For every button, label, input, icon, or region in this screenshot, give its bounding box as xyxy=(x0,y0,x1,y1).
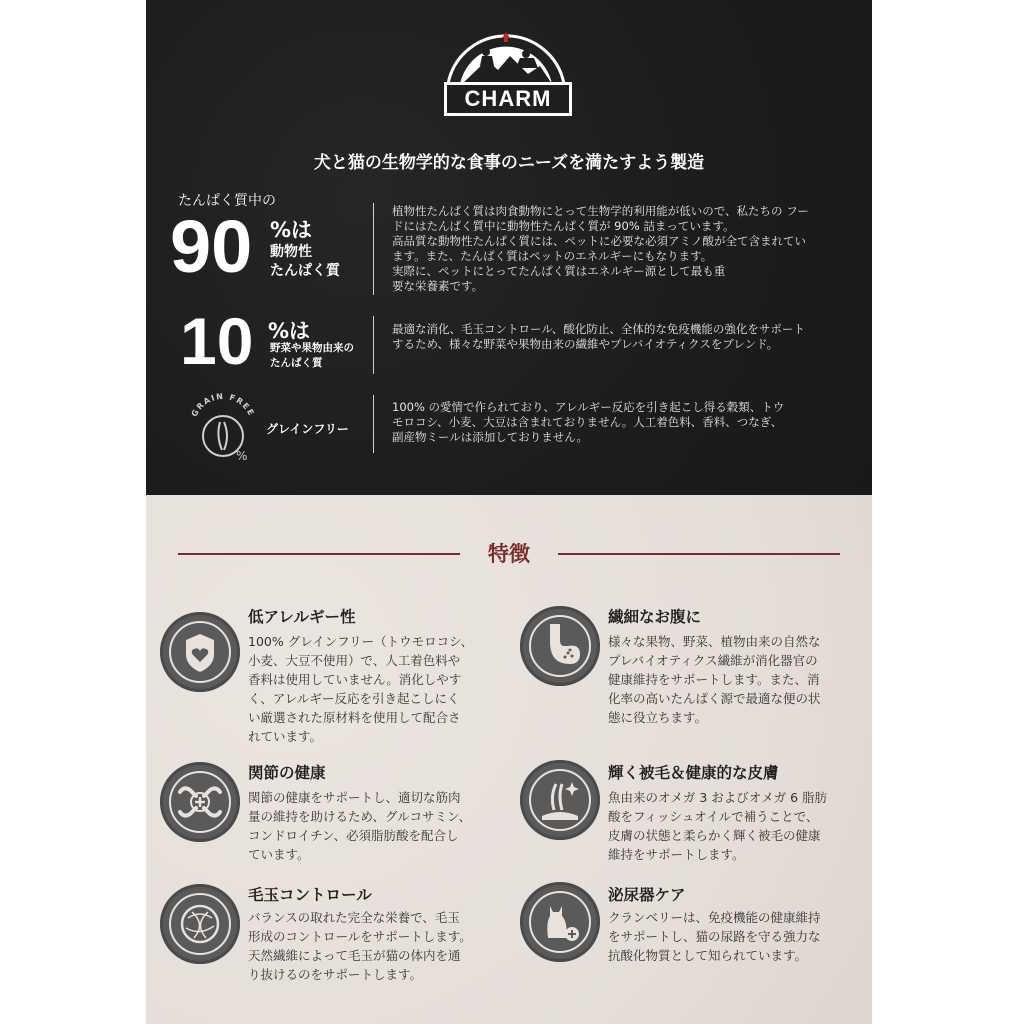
shield-heart-icon xyxy=(160,612,240,692)
desc-line: 実際に、ペットにとってたんぱく質はエネルギー源として最も重 xyxy=(392,264,726,278)
feature-line: 化率の高いたんぱく源で最適な便の状 xyxy=(608,691,821,706)
feature-line: 天然繊維によって毛玉が猫の体内を通 xyxy=(248,948,461,963)
feature-line: 魚由来のオメガ 3 およびオメガ 6 脂肪 xyxy=(608,790,828,805)
grain-free-icon xyxy=(186,388,260,468)
feature-description xyxy=(608,908,858,965)
stat-90-sub-line: たんぱく質 xyxy=(270,263,340,279)
divider xyxy=(373,203,374,295)
feature-line: プレバイオティクス繊維が消化器官の xyxy=(608,653,818,668)
feature-title: 毛玉コントロール xyxy=(248,886,372,904)
shiny-coat-icon xyxy=(520,760,600,840)
svg-text:%: % xyxy=(236,449,248,463)
stat-90-description xyxy=(392,204,862,294)
feature-line: 維持をサポートします。 xyxy=(608,847,745,862)
feature-title: 輝く被毛＆健康的な皮膚 xyxy=(608,764,779,782)
feature-line: をサポートし、猫の尿路を守る強力な xyxy=(608,929,821,944)
desc-line: モロコシ、小麦、大豆は含まれておりません。人工着色料、香料、つなぎ、 xyxy=(392,415,783,429)
feature-description xyxy=(248,788,488,864)
desc-line: ドにはたんぱく質中に動物性たんぱく質が 90% 詰まっています。 xyxy=(392,219,735,233)
logo-arch-icon xyxy=(442,26,572,86)
feature-description xyxy=(248,632,488,746)
feature-title: 泌尿器ケア xyxy=(608,886,686,904)
divider xyxy=(373,395,374,453)
feature-line: い厳選された原材料を使用して配合さ xyxy=(248,710,461,725)
feature-line: 態に役立ちます。 xyxy=(608,710,708,725)
svg-text:GRAIN FREE xyxy=(190,392,257,418)
stat-90-percent: %は xyxy=(270,218,313,242)
desc-line: 要な栄養素です。 xyxy=(392,279,484,293)
desc-line: 100% の愛情で作られており、アレルギー反応を引き起こし得る穀類、トウ xyxy=(392,400,785,414)
headline: 犬と猫の生物学的な食事のニーズを満たすよう製造 xyxy=(313,153,705,173)
feature-title: 繊細なお腹に xyxy=(608,608,702,626)
charm-logo xyxy=(442,26,572,116)
grain-free-description xyxy=(392,400,862,445)
feature-line: 健康維持をサポートします。また、消 xyxy=(608,672,820,687)
feature-line: 100% グレインフリー（トウモロコシ、 xyxy=(248,634,474,649)
stat-10-sub-line: たんぱく質 xyxy=(270,357,323,369)
hairball-icon xyxy=(160,884,240,964)
feature-title: 関節の健康 xyxy=(248,764,326,782)
desc-line: するため、様々な野菜や果物由来の繊維やプレバイオティクスをブレンド。 xyxy=(392,337,779,351)
desc-line: 最適な消化、毛玉コントロール、酸化防止、全体的な免疫機能の強化をサポート xyxy=(392,322,805,336)
feature-line: く、アレルギー反応を引き起こしにく xyxy=(248,691,460,706)
divider xyxy=(373,316,374,374)
stat-90-number: 90 xyxy=(170,205,253,288)
feature-line: 酸をフィッシュオイルで補うことで、 xyxy=(608,809,819,824)
desc-line: 植物性たんぱく質は肉食動物にとって生物学的利用能が低いので、私たちの フー xyxy=(392,204,809,218)
feature-line: れています。 xyxy=(248,729,323,744)
stat-10-sub-line: 野菜や果物由来の xyxy=(270,342,354,354)
feature-description xyxy=(608,632,858,727)
badge-text: GRAIN FREE xyxy=(189,391,257,419)
feature-description xyxy=(248,908,498,984)
grain-free-label: グレインフリー xyxy=(266,422,349,436)
cat-plus-icon xyxy=(520,882,600,962)
features-title: 特徴 xyxy=(488,542,530,566)
feature-line: ています。 xyxy=(248,847,310,862)
feature-line: クランベリーは、免疫機能の健康維持 xyxy=(608,910,821,925)
stat-10-number: 10 xyxy=(180,304,254,378)
feature-line: バランスの取れた完全な栄養で、毛玉 xyxy=(248,910,460,925)
feature-title: 低アレルギー性 xyxy=(248,608,356,626)
desc-line: ます。また、たんぱく質はペットのエネルギーにもなります。 xyxy=(392,249,713,263)
desc-line: 副産物ミールは添加しておりません。 xyxy=(392,430,588,444)
feature-line: 様々な果物、野菜、植物由来の自然な xyxy=(608,634,821,649)
feature-line: 量の維持を助けるため、グルコサミン、 xyxy=(248,809,472,824)
feature-line: 関節の健康をサポートし、適切な筋肉 xyxy=(248,790,461,805)
stat-10-percent: %は xyxy=(268,319,311,343)
page xyxy=(146,0,872,1024)
feature-line: 香料は使用していません。消化しやす xyxy=(248,672,462,687)
stat-90-top-label: たんぱく質中の xyxy=(178,193,276,209)
feature-line: 皮膚の状態と柔らかく輝く被毛の健康 xyxy=(608,828,821,843)
intro-panel xyxy=(146,0,872,495)
desc-line: 高品質な動物性たんぱく質には、ペットに必要な必須アミノ酸が全て含まれてい xyxy=(392,234,806,248)
brand-name: CHARM xyxy=(444,82,572,116)
stomach-icon xyxy=(520,606,600,686)
feature-line: 小麦、大豆不使用）で、人工着色料や xyxy=(248,653,461,668)
feature-line: 抗酸化物質として知られています。 xyxy=(608,948,808,963)
grain-free-badge xyxy=(186,388,260,468)
stat-90-sub-line: 動物性 xyxy=(270,244,312,260)
stat-10-description xyxy=(392,322,862,352)
feature-description xyxy=(608,788,858,864)
feature-line: 形成のコントロールをサポートします。 xyxy=(248,929,472,944)
joint-plus-icon xyxy=(160,762,240,842)
feature-line: り抜けるのをサポートします。 xyxy=(248,967,423,982)
feature-line: コンドロイチン、必須脂肪酸を配合し xyxy=(248,828,459,843)
